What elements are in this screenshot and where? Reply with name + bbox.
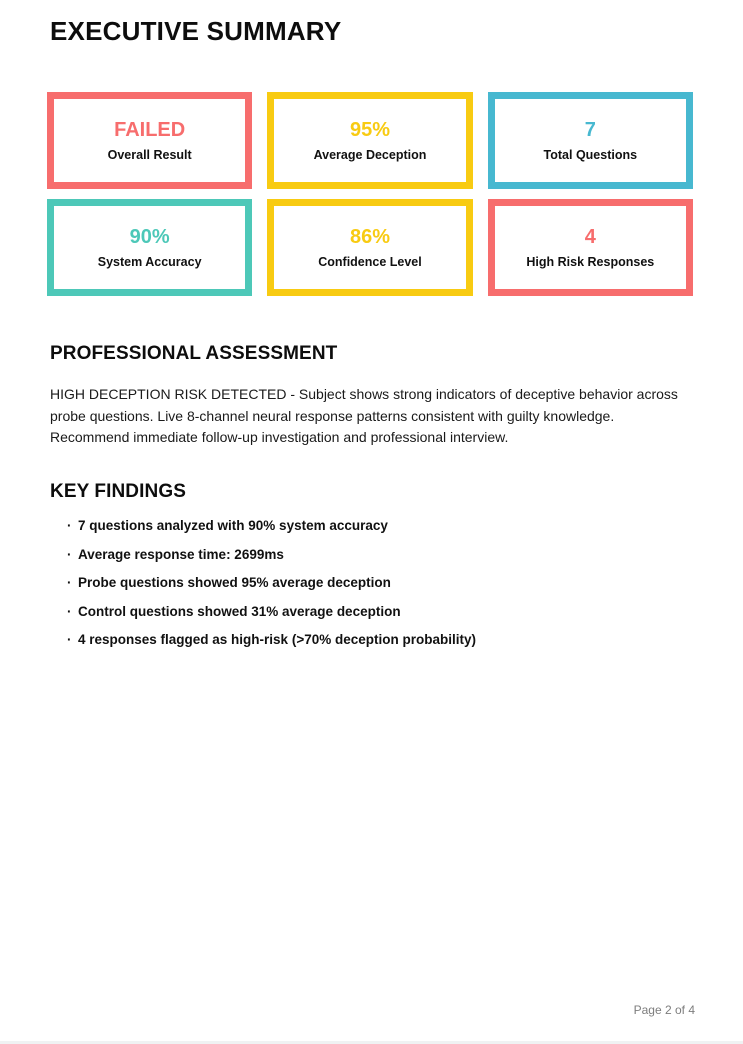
findings-heading: KEY FINDINGS xyxy=(50,481,186,502)
stat-card-high-risk-responses xyxy=(488,199,693,296)
page-title: EXECUTIVE SUMMARY xyxy=(50,16,342,46)
stat-card-average-deception xyxy=(267,92,472,189)
assessment-body-text: HIGH DECEPTION RISK DETECTED - Subject shows strong indicators of deceptive behavior across probe questions. Live 8-channel neural response patterns consistent with guilty knowledge. Recommend immediate follow-up investigation and professional interview. xyxy=(50,386,678,445)
stat-value: 7 xyxy=(584,118,596,141)
stat-card-total-questions xyxy=(488,92,693,189)
assessment-heading: PROFESSIONAL ASSESSMENT xyxy=(50,343,338,364)
finding-item: · 7 questions analyzed with 90% system accuracy xyxy=(50,519,476,533)
stat-card-confidence-level xyxy=(267,199,472,296)
stat-card-system-accuracy xyxy=(47,199,252,296)
finding-item: · Probe questions showed 95% average deception xyxy=(50,576,476,590)
finding-item: · Average response time: 2699ms xyxy=(50,548,476,562)
stat-value: FAILED xyxy=(114,118,186,141)
stat-value: 86% xyxy=(349,225,390,248)
stat-value: 4 xyxy=(584,225,596,248)
stat-label: Total Questions xyxy=(543,147,638,162)
stat-value: 90% xyxy=(129,225,170,248)
stat-label: Average Deception xyxy=(313,147,427,162)
stat-label: High Risk Responses xyxy=(526,254,655,269)
stat-card-overall-result xyxy=(47,92,252,189)
finding-item: · Control questions showed 31% average deception xyxy=(50,605,476,619)
summary-stat-grid xyxy=(47,92,693,296)
stat-value: 95% xyxy=(349,118,390,141)
stat-label: Overall Result xyxy=(107,147,192,162)
finding-item: · 4 responses flagged as high-risk (>70% deception probability) xyxy=(50,633,476,647)
stat-label: Confidence Level xyxy=(318,254,422,269)
stat-label: System Accuracy xyxy=(97,254,202,269)
findings-list xyxy=(50,519,476,662)
page-number: Page 2 of 4 xyxy=(633,1003,695,1017)
